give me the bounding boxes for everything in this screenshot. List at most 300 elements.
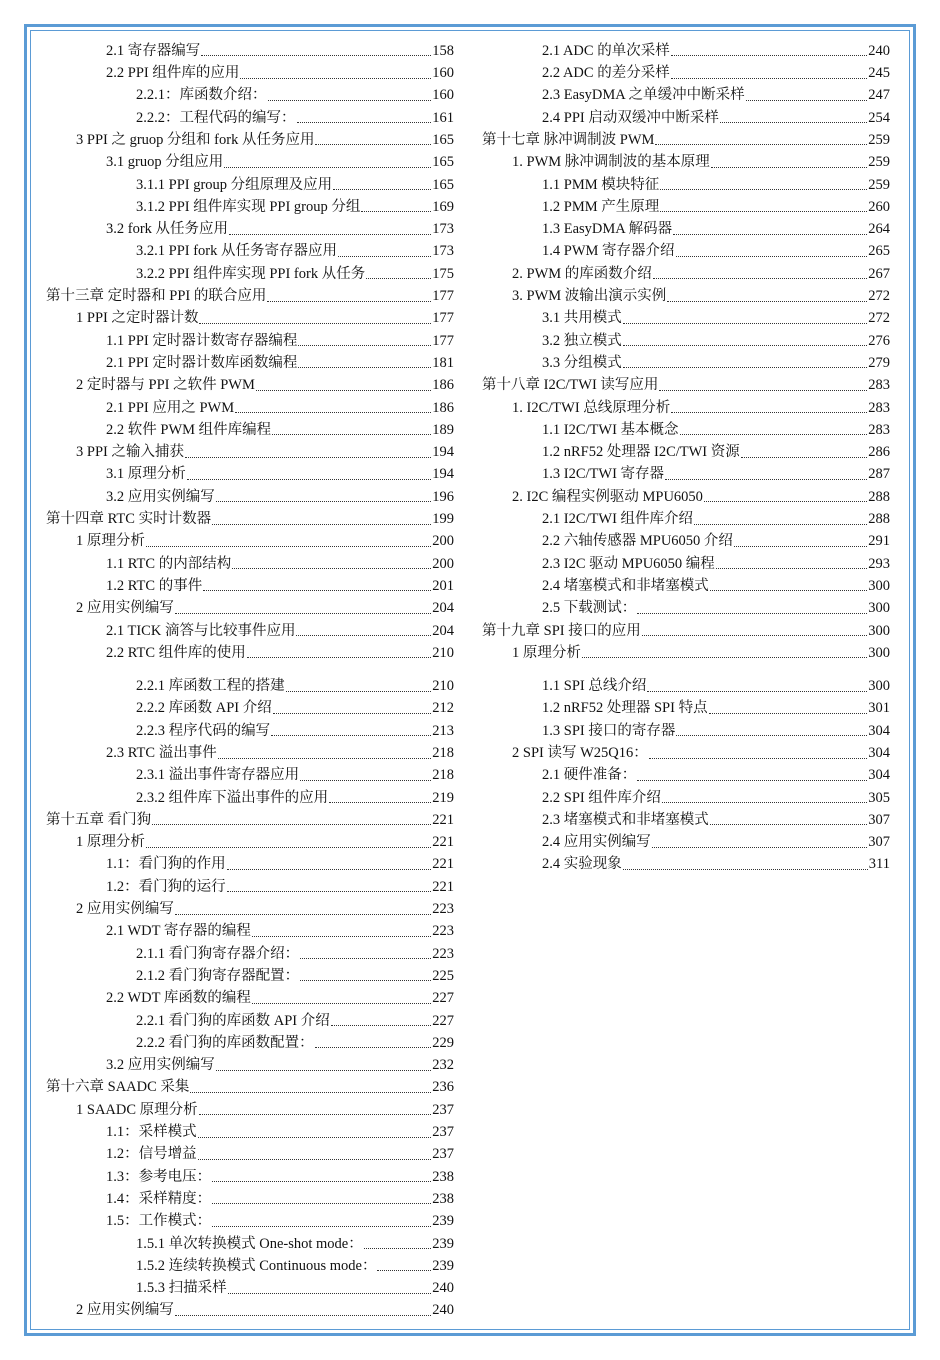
toc-section-entry[interactable] — [482, 529, 890, 551]
toc-entry-title: 1.1 PPI 定时器计数寄存器编程 — [106, 332, 298, 349]
toc-entry-title: 2 应用实例编写 — [76, 1302, 174, 1319]
toc-section-entry[interactable] — [46, 640, 454, 662]
toc-page-number: 218 — [432, 745, 454, 761]
toc-entry-title: 1.1 RTC 的内部结构 — [106, 555, 232, 572]
toc-entry-title: 1.2：看门狗的运行 — [106, 878, 226, 895]
dot-leader — [671, 412, 867, 413]
toc-section-entry[interactable] — [482, 785, 890, 807]
toc-section-entry[interactable] — [46, 417, 454, 439]
toc-section-entry[interactable] — [46, 328, 454, 350]
toc-entry-title: 3.2 应用实例编写 — [106, 488, 215, 505]
toc-section-entry[interactable] — [46, 172, 454, 194]
toc-page-number: 212 — [432, 700, 454, 717]
toc-section-entry[interactable] — [46, 551, 454, 573]
toc-entry-title: 2. I2C 编程实例驱动 MPU6050 — [512, 488, 703, 505]
dot-leader — [175, 1315, 431, 1316]
toc-section-entry[interactable] — [46, 439, 454, 461]
toc-entry-title: 1.2 nRF52 处理器 SPI 特点 — [542, 700, 708, 717]
toc-section-entry[interactable] — [482, 149, 890, 171]
toc-page-number: 173 — [432, 243, 454, 260]
dot-leader — [331, 1025, 432, 1026]
toc-entry-title: 1.2 nRF52 处理器 I2C/TWI 资源 — [542, 444, 740, 461]
toc-section-entry[interactable] — [482, 439, 890, 461]
toc-page-number: 165 — [432, 154, 454, 171]
dot-leader — [235, 412, 431, 413]
dot-leader — [653, 278, 867, 279]
toc-section-entry[interactable] — [46, 149, 454, 171]
toc-section-entry[interactable] — [46, 529, 454, 551]
dot-leader — [212, 1181, 431, 1182]
toc-entry-title: 1.4：采样精度： — [106, 1190, 212, 1207]
toc-entry-title: 3.1.1 PPI group 分组原理及应用 — [136, 176, 333, 193]
toc-section-entry[interactable] — [46, 573, 454, 595]
dot-leader — [667, 301, 867, 302]
toc-section-entry[interactable] — [46, 1052, 454, 1074]
dot-leader — [710, 824, 868, 825]
toc-chapter-entry[interactable] — [482, 618, 890, 640]
dot-leader — [623, 345, 868, 346]
dot-leader — [315, 144, 431, 145]
dot-leader — [256, 390, 431, 391]
toc-section-entry[interactable] — [46, 372, 454, 394]
dot-leader — [240, 78, 431, 79]
dot-leader — [623, 323, 868, 324]
dot-leader — [637, 780, 867, 781]
toc-entry-title: 3.2.2 PPI 组件库实现 PPI fork 从任务 — [136, 265, 366, 282]
toc-page-number: 283 — [868, 399, 890, 416]
toc-entry-title: 1.5.3 扫描采样 — [136, 1280, 227, 1297]
toc-section-entry[interactable] — [46, 1275, 454, 1297]
toc-section-entry[interactable] — [46, 127, 454, 149]
toc-section-entry[interactable] — [482, 216, 890, 238]
toc-chapter-entry[interactable] — [46, 283, 454, 305]
toc-entry-title: 1.4 PWM 寄存器介绍 — [542, 243, 675, 260]
toc-page-number: 160 — [432, 65, 454, 82]
toc-page-number: 177 — [432, 310, 454, 327]
toc-entry-title: 2.3 I2C 驱动 MPU6050 编程 — [542, 555, 715, 572]
toc-section-entry[interactable] — [46, 696, 454, 718]
toc-section-entry[interactable] — [46, 1008, 454, 1030]
toc-page-number: 300 — [868, 622, 890, 639]
dot-leader — [152, 824, 431, 825]
toc-page-number: 286 — [868, 444, 890, 461]
toc-section-entry[interactable] — [46, 350, 454, 372]
toc-entry-title: 2.2 RTC 组件库的使用 — [106, 644, 246, 661]
dot-leader — [272, 434, 431, 435]
toc-section-entry[interactable] — [46, 829, 454, 851]
toc-entry-title: 2.1 WDT 寄存器的编程 — [106, 923, 251, 940]
dot-leader — [296, 635, 431, 636]
toc-page-number: 165 — [432, 131, 454, 148]
toc-section-entry[interactable] — [482, 696, 890, 718]
toc-page-number: 181 — [432, 354, 454, 371]
dot-leader — [227, 869, 432, 870]
toc-entry-title: 2.3 RTC 溢出事件 — [106, 745, 217, 761]
dot-leader — [637, 613, 867, 614]
toc-section-entry[interactable] — [46, 718, 454, 740]
toc-section-entry[interactable] — [482, 395, 890, 417]
dot-leader — [582, 657, 867, 658]
dot-leader — [201, 55, 431, 56]
toc-entry-title: 3. PWM 波输出演示实例 — [512, 288, 667, 305]
toc-entry-title: 2 应用实例编写 — [76, 600, 174, 617]
dot-leader — [185, 457, 431, 458]
toc-section-entry[interactable] — [46, 941, 454, 963]
dot-leader — [212, 524, 431, 525]
toc-section-entry[interactable] — [46, 919, 454, 941]
toc-entry-title: 2.2 软件 PWM 组件库编程 — [106, 421, 272, 438]
toc-page-number: 287 — [868, 466, 890, 483]
toc-section-entry[interactable] — [46, 1119, 454, 1141]
dot-leader — [734, 546, 867, 547]
toc-page-number: 236 — [432, 1079, 454, 1096]
toc-section-entry[interactable] — [46, 1030, 454, 1052]
toc-page-number: 239 — [432, 1235, 454, 1252]
toc-entry-title: 2.1.2 看门狗寄存器配置： — [136, 967, 300, 984]
dot-leader — [660, 189, 867, 190]
toc-entry-title: 3.2 独立模式 — [542, 332, 622, 349]
toc-entry-title: 3.2 应用实例编写 — [106, 1057, 215, 1074]
toc-section-entry[interactable] — [482, 640, 890, 662]
toc-section-entry[interactable] — [482, 283, 890, 305]
dot-leader — [224, 167, 431, 168]
toc-section-entry[interactable] — [482, 506, 890, 528]
dot-leader — [623, 367, 868, 368]
toc-section-entry[interactable] — [46, 1097, 454, 1119]
toc-entry-title: 2.4 应用实例编写 — [542, 834, 651, 851]
dot-leader — [338, 256, 431, 257]
toc-section-entry[interactable] — [46, 83, 454, 105]
toc-section-entry[interactable] — [46, 60, 454, 82]
toc-entry-title: 第十九章 SPI 接口的应用 — [482, 622, 641, 639]
toc-entry-title: 2.5 下载测试： — [542, 600, 637, 617]
toc-entry-title: 3.3 分组模式 — [542, 354, 622, 371]
toc-entry-title: 1.3 EasyDMA 解码器 — [542, 221, 673, 238]
dot-leader — [676, 735, 867, 736]
toc-entry-title: 2.1 PPI 应用之 PWM — [106, 399, 235, 416]
dot-leader — [333, 189, 431, 190]
dot-leader — [680, 434, 868, 435]
toc-entry-title: 2.2.2 库函数 API 介绍 — [136, 700, 272, 717]
toc-section-entry[interactable] — [46, 462, 454, 484]
toc-page-number: 194 — [432, 444, 454, 461]
toc-page-number: 259 — [868, 154, 890, 171]
toc-entry-title: 1.1 I2C/TWI 基本概念 — [542, 421, 679, 438]
toc-entry-title: 2.2.1 看门狗的库函数 API 介绍 — [136, 1012, 330, 1029]
toc-page-number: 199 — [432, 511, 454, 528]
toc-entry-title: 3 PPI 之 gruop 分组和 fork 从任务应用 — [76, 131, 315, 148]
toc-page-number: 186 — [432, 399, 454, 416]
toc-section-entry[interactable] — [482, 83, 890, 105]
toc-entry-title: 2. PWM 的库函数介绍 — [512, 265, 652, 282]
toc-page-number: 283 — [868, 421, 890, 438]
toc-section-entry[interactable] — [46, 985, 454, 1007]
toc-page-number: 221 — [432, 834, 454, 851]
toc-section-entry[interactable] — [46, 1142, 454, 1164]
toc-entry-title: 2.2.1 库函数工程的搭建 — [136, 678, 285, 695]
toc-page-number: 301 — [868, 700, 890, 717]
toc-page-number: 272 — [868, 310, 890, 327]
toc-page-number: 272 — [868, 288, 890, 305]
dot-leader — [252, 1003, 431, 1004]
dot-leader — [647, 691, 867, 692]
dot-leader — [298, 367, 431, 368]
toc-section-entry[interactable] — [482, 484, 890, 506]
toc-right-column — [482, 38, 890, 874]
toc-chapter-entry[interactable] — [46, 1075, 454, 1097]
toc-section-entry[interactable] — [482, 852, 890, 874]
dot-leader — [300, 958, 431, 959]
toc-entry-title: 2.1 PPI 定时器计数库函数编程 — [106, 354, 298, 371]
toc-entry-title: 3.2 fork 从任务应用 — [106, 221, 229, 238]
toc-section-entry[interactable] — [482, 573, 890, 595]
toc-page-number: 204 — [432, 622, 454, 639]
toc-section-entry[interactable] — [482, 261, 890, 283]
toc-entry-title: 1 原理分析 — [76, 533, 145, 550]
toc-page-number: 160 — [432, 87, 454, 104]
toc-entry-title: 2.4 PPI 启动双缓冲中断采样 — [542, 109, 719, 126]
toc-entry-title: 第十六章 SAADC 采集 — [46, 1079, 190, 1096]
toc-section-entry[interactable] — [46, 38, 454, 60]
toc-section-entry[interactable] — [46, 618, 454, 640]
toc-entry-title: 1.3 I2C/TWI 寄存器 — [542, 466, 665, 483]
toc-section-entry[interactable] — [46, 105, 454, 127]
toc-section-entry[interactable] — [46, 852, 454, 874]
toc-section-entry[interactable] — [482, 763, 890, 785]
dot-leader — [227, 891, 432, 892]
toc-section-entry[interactable] — [482, 740, 890, 762]
toc-section-entry[interactable] — [46, 1164, 454, 1186]
dot-leader — [273, 713, 432, 714]
toc-section-entry[interactable] — [482, 595, 890, 617]
dot-leader — [741, 457, 867, 458]
toc-section-entry[interactable] — [482, 829, 890, 851]
toc-section-entry[interactable] — [46, 740, 454, 762]
toc-section-entry[interactable] — [482, 718, 890, 740]
toc-section-entry[interactable] — [46, 595, 454, 617]
toc-left-column — [46, 38, 454, 1320]
toc-page-number: 240 — [432, 1280, 454, 1297]
toc-section-entry[interactable] — [46, 1208, 454, 1230]
toc-page-number: 158 — [432, 42, 454, 59]
toc-page-number: 239 — [432, 1213, 454, 1230]
toc-page-number: 223 — [432, 901, 454, 918]
toc-entry-title: 2.1 I2C/TWI 组件库介绍 — [542, 511, 694, 528]
toc-page-number: 189 — [432, 421, 454, 438]
toc-entry-title: 第十三章 定时器和 PPI 的联合应用 — [46, 288, 267, 305]
toc-section-entry[interactable] — [46, 484, 454, 506]
toc-page-number: 225 — [432, 967, 454, 984]
dot-leader — [297, 122, 432, 123]
toc-entry-title: 2.4 堵塞模式和非堵塞模式 — [542, 577, 709, 594]
toc-page-number: 186 — [432, 377, 454, 394]
toc-entry-title: 2.1 寄存器编写 — [106, 42, 201, 59]
toc-section-entry[interactable] — [482, 551, 890, 573]
toc-page-number: 311 — [868, 856, 890, 873]
dot-leader — [660, 211, 867, 212]
dot-leader — [175, 914, 431, 915]
toc-entry-title: 3.1 gruop 分组应用 — [106, 154, 224, 171]
toc-page-number: 173 — [432, 221, 454, 238]
toc-page-number: 304 — [868, 722, 890, 739]
toc-entry-title: 1.2 PMM 产生原理 — [542, 198, 660, 215]
dot-leader — [212, 1203, 431, 1204]
dot-leader — [720, 122, 867, 123]
dot-leader — [642, 635, 868, 636]
toc-section-entry[interactable] — [46, 1231, 454, 1253]
toc-entry-title: 1 原理分析 — [512, 644, 581, 661]
toc-page-number: 177 — [432, 332, 454, 349]
toc-section-entry[interactable] — [46, 896, 454, 918]
toc-section-entry[interactable] — [46, 194, 454, 216]
dot-leader — [676, 256, 868, 257]
toc-section-entry[interactable] — [482, 306, 890, 328]
toc-page-number: 194 — [432, 466, 454, 483]
toc-page-number: 239 — [432, 1257, 454, 1274]
toc-entry-title: 2.2 SPI 组件库介绍 — [542, 789, 661, 806]
toc-chapter-entry[interactable] — [46, 807, 454, 829]
toc-page-number: 200 — [432, 555, 454, 572]
toc-entry-title: 1.1 PMM 模块特征 — [542, 176, 660, 193]
toc-section-entry[interactable] — [482, 239, 890, 261]
toc-section-entry[interactable] — [482, 38, 890, 60]
toc-chapter-entry[interactable] — [482, 372, 890, 394]
toc-page-number: 218 — [432, 767, 454, 784]
dot-leader — [190, 1092, 431, 1093]
dot-leader — [315, 1047, 432, 1048]
toc-entry-title: 1.2 RTC 的事件 — [106, 577, 203, 594]
toc-section-entry[interactable] — [46, 1298, 454, 1320]
toc-page-number: 300 — [868, 644, 890, 661]
toc-page-number: 240 — [868, 42, 890, 59]
toc-page-number: 259 — [868, 176, 890, 193]
toc-entry-title: 1.5.2 连续转换模式 Continuous mode： — [136, 1257, 377, 1274]
toc-page-number: 223 — [432, 945, 454, 962]
toc-page-number: 267 — [868, 265, 890, 282]
toc-page-number: 265 — [868, 243, 890, 260]
toc-entry-title: 1.3：参考电压： — [106, 1168, 212, 1185]
toc-section-entry[interactable] — [482, 172, 890, 194]
dot-leader — [673, 234, 867, 235]
toc-page-number: 227 — [432, 1012, 454, 1029]
toc-section-entry[interactable] — [46, 239, 454, 261]
toc-entry-title: 2.2 PPI 组件库的应用 — [106, 65, 240, 82]
toc-page-number: 304 — [868, 745, 890, 761]
toc-page-number: 264 — [868, 221, 890, 238]
toc-entry-title: 第十八章 I2C/TWI 读写应用 — [482, 377, 659, 394]
toc-section-entry[interactable] — [482, 105, 890, 127]
toc-page-number: 210 — [432, 644, 454, 661]
toc-entry-title: 2 定时器与 PPI 之软件 PWM — [76, 377, 255, 394]
dot-leader — [199, 323, 431, 324]
dot-leader — [232, 568, 431, 569]
toc-section-entry[interactable] — [46, 963, 454, 985]
toc-page-number: 177 — [432, 288, 454, 305]
toc-page-number: 232 — [432, 1057, 454, 1074]
toc-entry-title: 1.2：信号增益 — [106, 1146, 197, 1163]
toc-page-number: 276 — [868, 332, 890, 349]
toc-section-entry[interactable] — [482, 673, 890, 695]
toc-entry-title: 2.2.2：工程代码的编写： — [136, 109, 296, 126]
dot-leader — [709, 713, 868, 714]
toc-section-entry[interactable] — [46, 1253, 454, 1275]
toc-section-entry[interactable] — [482, 417, 890, 439]
toc-entry-title: 3.1 原理分析 — [106, 466, 186, 483]
dot-leader — [267, 301, 431, 302]
toc-section-entry[interactable] — [46, 1186, 454, 1208]
toc-page-number: 229 — [432, 1034, 454, 1051]
toc-section-entry[interactable] — [46, 785, 454, 807]
toc-page-number: 254 — [868, 109, 890, 126]
toc-section-entry[interactable] — [46, 216, 454, 238]
dot-leader — [652, 847, 868, 848]
dot-leader — [716, 568, 867, 569]
toc-entry-title: 2.2.3 程序代码的编写 — [136, 722, 271, 739]
toc-entry-title: 1. PWM 脉冲调制波的基本原理 — [512, 154, 710, 171]
toc-section-entry[interactable] — [482, 194, 890, 216]
toc-section-entry[interactable] — [482, 350, 890, 372]
toc-page-number: 219 — [432, 789, 454, 806]
toc-page-number: 279 — [868, 354, 890, 371]
toc-section-entry[interactable] — [46, 306, 454, 328]
dot-leader — [268, 100, 432, 101]
toc-page-number: 305 — [868, 789, 890, 806]
toc-entry-title: 2.1 TICK 滴答与比较事件应用 — [106, 622, 296, 639]
toc-entry-title: 3 PPI 之输入捕获 — [76, 444, 184, 461]
toc-page-number: 223 — [432, 923, 454, 940]
toc-section-entry[interactable] — [482, 60, 890, 82]
toc-entry-title: 1.5.1 单次转换模式 One-shot mode： — [136, 1235, 363, 1252]
toc-section-entry[interactable] — [46, 763, 454, 785]
dot-leader — [198, 1159, 432, 1160]
toc-section-entry[interactable] — [46, 395, 454, 417]
toc-entry-title: 1.5：工作模式： — [106, 1213, 212, 1230]
dot-leader — [377, 1270, 431, 1271]
toc-entry-title: 1.1：看门狗的作用 — [106, 856, 226, 873]
toc-page-number: 240 — [432, 1302, 454, 1319]
dot-leader — [229, 234, 431, 235]
toc-entry-title: 2.3 堵塞模式和非堵塞模式 — [542, 811, 709, 828]
dot-leader — [212, 1226, 431, 1227]
toc-section-entry[interactable] — [482, 328, 890, 350]
toc-section-entry[interactable] — [482, 462, 890, 484]
toc-page-number: 304 — [868, 767, 890, 784]
toc-chapter-entry[interactable] — [482, 127, 890, 149]
dot-leader — [228, 1293, 432, 1294]
toc-entry-title: 第十七章 脉冲调制波 PWM — [482, 131, 655, 148]
toc-section-entry[interactable] — [482, 807, 890, 829]
toc-entry-title: 1.1：采样模式 — [106, 1124, 197, 1141]
dot-leader — [659, 390, 867, 391]
toc-entry-title: 3.1 共用模式 — [542, 310, 622, 327]
toc-page-number: 237 — [432, 1124, 454, 1141]
toc-page-number: 300 — [868, 577, 890, 594]
toc-section-entry[interactable] — [46, 874, 454, 896]
toc-section-entry[interactable] — [46, 673, 454, 695]
toc-page-number: 293 — [868, 555, 890, 572]
dot-leader — [146, 847, 431, 848]
dot-leader — [366, 278, 431, 279]
toc-chapter-entry[interactable] — [46, 506, 454, 528]
toc-entry-title: 1 PPI 之定时器计数 — [76, 310, 199, 327]
dot-leader — [146, 546, 431, 547]
toc-page-number: 169 — [432, 198, 454, 215]
dot-leader — [711, 167, 867, 168]
toc-section-entry[interactable] — [46, 261, 454, 283]
toc-entry-title: 2.3.1 溢出事件寄存器应用 — [136, 767, 300, 784]
dot-leader — [364, 1248, 432, 1249]
dot-leader — [216, 501, 432, 502]
